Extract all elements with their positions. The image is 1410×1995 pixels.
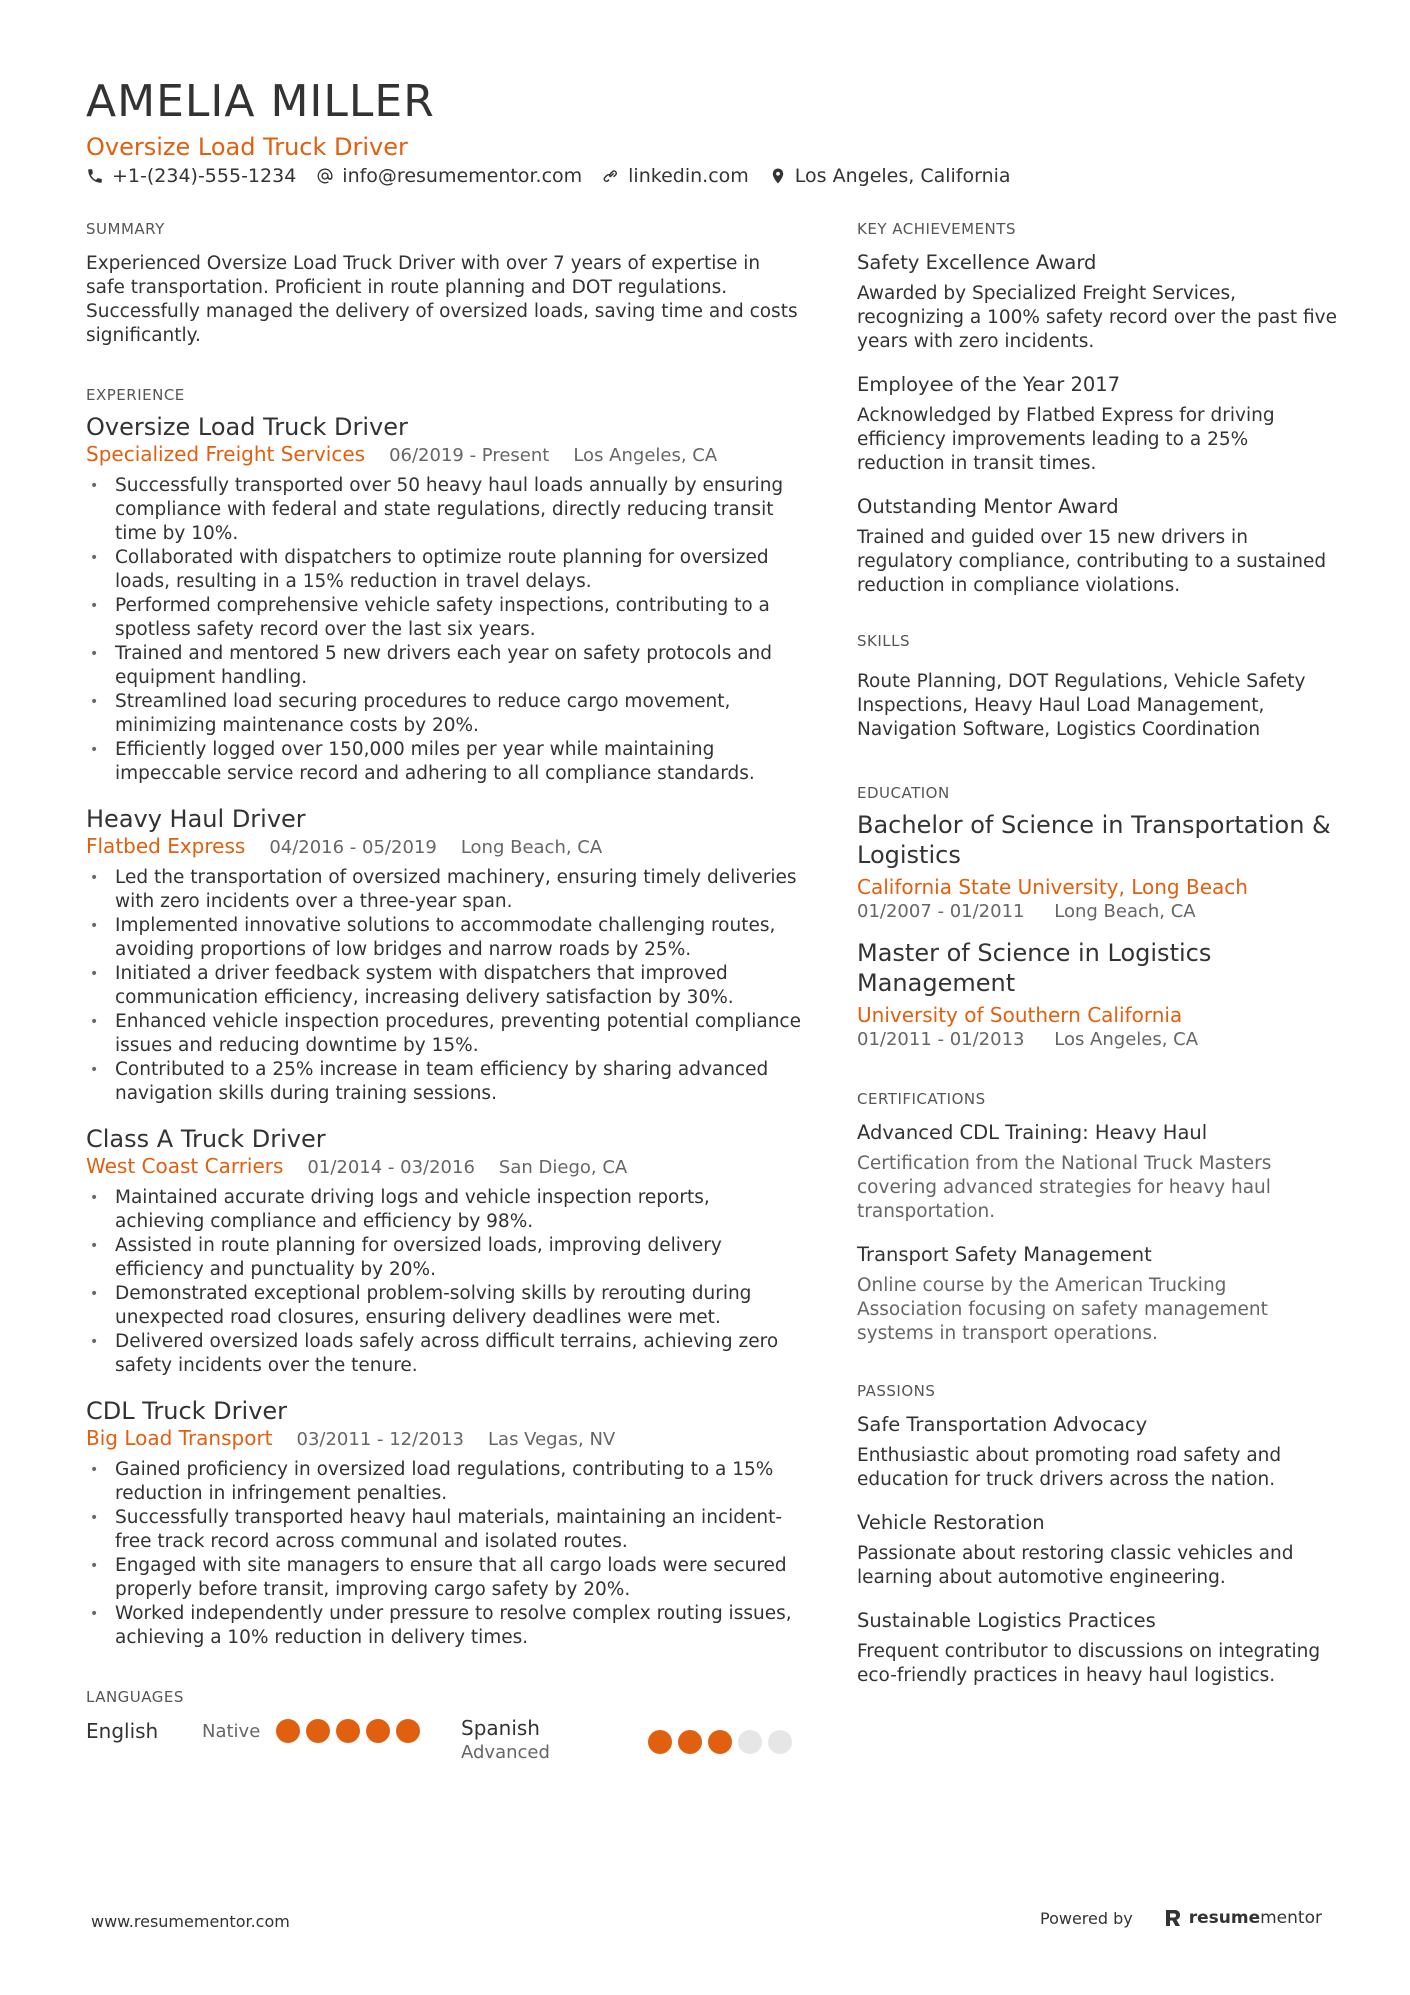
job-bullet: • Engaged with site managers to ensure that all cargo loads were secured properly before transit, improving cargo safety by 20%. (86, 1554, 801, 1602)
job-bullet: • Contributed to a 25% increase in team efficiency by sharing advanced navigation skills during training sessions. (86, 1058, 801, 1106)
language-name-group (461, 1718, 648, 1765)
job-bullet: • Successfully transported over 50 heavy haul loads annually by ensuring compliance with federal and state regulations, directly reducing transit time by 10%. (86, 474, 801, 546)
rating-dot-filled (648, 1730, 672, 1754)
language-spanish (461, 1718, 798, 1765)
job-dates: 01/2014 - 03/2016 (307, 1157, 475, 1178)
passion-description: Passionate about restoring classic vehicles and learning about automotive engineering. (857, 1543, 1294, 1588)
at-sign-icon (316, 167, 334, 185)
achievement-description: Trained and guided over 15 new drivers in regulatory compliance, contributing to a sustained reduction in compliance violations. (857, 527, 1327, 596)
footer-website[interactable]: www.resumementor.com (91, 1912, 290, 1931)
education-item (857, 810, 1337, 924)
passion-title: Sustainable Logistics Practices (857, 1609, 1156, 1632)
brand-logo[interactable] (1163, 1908, 1322, 1928)
link-icon (602, 167, 620, 185)
job-bullets (86, 1458, 801, 1650)
languages-row (86, 1718, 801, 1765)
summary-text: Experienced Oversize Load Truck Driver with over 7 years of expertise in safe transportation. Proficient in route planning and DOT regulations. Successfully managed the delivery of oversized loads, saving time and costs significantly. (86, 253, 798, 346)
passions-heading: PASSIONS (857, 1382, 936, 1400)
rating-dot-filled (336, 1719, 360, 1743)
job-bullet: • Collaborated with dispatchers to optimize route planning for oversized loads, resulting in a 15% reduction in travel delays. (86, 546, 801, 594)
languages-section (86, 1688, 801, 1765)
job-dates: 04/2016 - 05/2019 (269, 837, 437, 858)
education-item (857, 938, 1337, 1052)
rating-dot-filled (306, 1719, 330, 1743)
experience-heading: EXPERIENCE (86, 386, 185, 404)
job-location: Los Angeles, CA (573, 445, 718, 466)
skills-text: Route Planning, DOT Regulations, Vehicle Safety Inspections, Heavy Haul Load Management, Navigation Software, Logistics Coordination (857, 671, 1306, 740)
job-bullet: • Successfully transported heavy haul materials, maintaining an incident-free track record across communal and isolated routes. (86, 1506, 801, 1554)
education-dates: 01/2011 - 01/2013 (857, 1029, 1025, 1050)
job-meta (86, 1426, 801, 1452)
certifications-heading: CERTIFICATIONS (857, 1090, 986, 1108)
rating-dot-filled (276, 1719, 300, 1743)
passions-section (857, 1382, 1337, 1688)
passion-title: Vehicle Restoration (857, 1511, 1045, 1534)
achievement-title: Safety Excellence Award (857, 251, 1097, 274)
job-bullet: • Gained proficiency in oversized load regulations, contributing to a 15% reduction in infringement penalties. (86, 1458, 801, 1506)
passion-item (857, 1608, 1337, 1688)
powered-by-label: Powered by (1040, 1908, 1133, 1928)
rating-dot-empty (738, 1730, 762, 1754)
job-bullet: • Maintained accurate driving logs and vehicle inspection reports, achieving compliance and efficiency by 98%. (86, 1186, 801, 1234)
language-name: Spanish (461, 1716, 540, 1740)
achievement-item (857, 250, 1337, 354)
phone-text: +1-(234)-555-1234 (112, 165, 297, 187)
skills-section (857, 632, 1337, 742)
job-company: West Coast Carriers (86, 1154, 284, 1178)
education-meta (857, 900, 1337, 924)
right-column (857, 220, 1337, 1706)
certification-description: Certification from the National Truck Masters covering advanced strategies for heavy haul transportation. (857, 1153, 1272, 1222)
job-bullet: • Worked independently under pressure to resolve complex routing issues, achieving a 10% reduction in delivery times. (86, 1602, 801, 1650)
language-rating (276, 1719, 426, 1743)
certification-item (857, 1120, 1337, 1224)
degree-title: Master of Science in Logistics Management (857, 939, 1212, 997)
rating-dot-filled (678, 1730, 702, 1754)
achievement-description: Awarded by Specialized Freight Services, recognizing a 100% safety record over the past five years with zero incidents. (857, 283, 1338, 352)
passion-title: Safe Transportation Advocacy (857, 1413, 1148, 1436)
left-column (86, 220, 801, 1765)
language-rating (648, 1730, 798, 1754)
job-bullet: • Demonstrated exceptional problem-solving skills by rerouting during unexpected road closures, ensuring delivery deadlines were met. (86, 1282, 801, 1330)
job-bullet: • Assisted in route planning for oversized loads, improving delivery efficiency and punctuality by 20%. (86, 1234, 801, 1282)
job-bullets (86, 1186, 801, 1378)
job-dates: 06/2019 - Present (389, 445, 550, 466)
job-entry (86, 1124, 801, 1378)
footer-powered-by (1040, 1908, 1322, 1928)
job-bullet: • Led the transportation of oversized machinery, ensuring timely deliveries with zero incidents over a three-year span. (86, 866, 801, 914)
school-name: California State University, Long Beach (857, 875, 1248, 899)
rating-dot-filled (708, 1730, 732, 1754)
degree-title: Bachelor of Science in Transportation & Logistics (857, 811, 1331, 869)
achievement-title: Employee of the Year 2017 (857, 373, 1121, 396)
job-bullet: • Streamlined load securing procedures to reduce cargo movement, minimizing maintenance costs by 20%. (86, 690, 801, 738)
candidate-title: Oversize Load Truck Driver (86, 133, 408, 161)
job-location: Long Beach, CA (460, 837, 603, 858)
job-company: Flatbed Express (86, 834, 246, 858)
job-bullet: • Efficiently logged over 150,000 miles per year while maintaining impeccable service record and adhering to all compliance standards. (86, 738, 801, 786)
certification-description: Online course by the American Trucking Association focusing on safety management systems in transport operations. (857, 1275, 1268, 1344)
contact-bar (86, 165, 1031, 187)
contact-linkedin[interactable] (602, 165, 749, 187)
language-name: English (86, 1719, 159, 1743)
job-dates: 03/2011 - 12/2013 (296, 1429, 465, 1450)
rating-dot-empty (768, 1730, 792, 1754)
job-bullet: • Initiated a driver feedback system with dispatchers that improved communication efficiency, increasing delivery satisfaction by 30%. (86, 962, 801, 1010)
job-location: Las Vegas, NV (488, 1429, 616, 1450)
resumementor-logo-icon (1163, 1908, 1183, 1928)
job-company: Specialized Freight Services (86, 442, 366, 466)
job-bullet: • Trained and mentored 5 new drivers each year on safety protocols and equipment handling. (86, 642, 801, 690)
job-title: Class A Truck Driver (86, 1125, 326, 1153)
rating-dot-filled (396, 1719, 420, 1743)
certification-title: Advanced CDL Training: Heavy Haul (857, 1121, 1208, 1144)
achievement-description: Acknowledged by Flatbed Express for driving efficiency improvements leading to a 25% reduction in transit times. (857, 405, 1275, 474)
certifications-section (857, 1090, 1337, 1346)
job-bullet: • Delivered oversized loads safely across difficult terrains, achieving zero safety incidents over the tenure. (86, 1330, 801, 1378)
job-bullet: • Performed comprehensive vehicle safety inspections, contributing to a spotless safety record over the last six years. (86, 594, 801, 642)
linkedin-text: linkedin.com (628, 165, 749, 187)
job-company: Big Load Transport (86, 1426, 273, 1450)
job-meta (86, 442, 801, 468)
achievements-heading: KEY ACHIEVEMENTS (857, 220, 1016, 238)
achievements-section (857, 220, 1337, 598)
languages-heading: LANGUAGES (86, 1688, 184, 1706)
candidate-name: AMELIA MILLER (86, 76, 435, 127)
passion-item (857, 1510, 1337, 1590)
location-pin-icon (769, 167, 787, 185)
job-entry (86, 412, 801, 786)
location-text: Los Angeles, California (794, 165, 1011, 187)
passion-item (857, 1412, 1337, 1492)
school-name: University of Southern California (857, 1003, 1183, 1027)
contact-email[interactable] (316, 165, 582, 187)
job-entry (86, 804, 801, 1106)
achievement-item (857, 372, 1337, 476)
job-bullets (86, 866, 801, 1106)
rating-dot-filled (366, 1719, 390, 1743)
job-location: San Diego, CA (498, 1157, 628, 1178)
job-title: Heavy Haul Driver (86, 805, 306, 833)
summary-heading: SUMMARY (86, 220, 165, 238)
passion-description: Enthusiastic about promoting road safety and education for truck drivers across the nation. (857, 1445, 1282, 1490)
job-bullets (86, 474, 801, 786)
experience-section (86, 386, 801, 1650)
education-section (857, 784, 1337, 1052)
language-english (86, 1718, 461, 1744)
job-bullet: • Implemented innovative solutions to accommodate challenging routes, avoiding proportions of low bridges and narrow roads by 25%. (86, 914, 801, 962)
job-title: CDL Truck Driver (86, 1397, 288, 1425)
certification-title: Transport Safety Management (857, 1243, 1152, 1266)
skills-heading: SKILLS (857, 632, 911, 650)
education-location: Los Angeles, CA (1054, 1029, 1199, 1050)
language-level: Native (202, 1721, 261, 1742)
passion-description: Frequent contributor to discussions on integrating eco-friendly practices in heavy haul logistics. (857, 1641, 1321, 1686)
certification-item (857, 1242, 1337, 1346)
education-heading: EDUCATION (857, 784, 950, 802)
language-level: Advanced (461, 1742, 550, 1763)
achievement-item (857, 494, 1337, 598)
education-dates: 01/2007 - 01/2011 (857, 901, 1025, 922)
brand-rest: mentor (1260, 1908, 1322, 1928)
brand-bold: resume (1188, 1908, 1261, 1928)
achievement-title: Outstanding Mentor Award (857, 495, 1119, 518)
education-meta (857, 1028, 1337, 1052)
job-meta (86, 1154, 801, 1180)
job-entry (86, 1396, 801, 1650)
job-title: Oversize Load Truck Driver (86, 413, 408, 441)
contact-phone (86, 165, 296, 187)
job-bullet: • Enhanced vehicle inspection procedures, preventing potential compliance issues and reducing downtime by 15%. (86, 1010, 801, 1058)
job-meta (86, 834, 801, 860)
contact-location (769, 165, 1011, 187)
education-location: Long Beach, CA (1054, 901, 1196, 922)
summary-section (86, 220, 801, 348)
phone-icon (86, 167, 104, 185)
email-text: info@resumementor.com (342, 165, 583, 187)
